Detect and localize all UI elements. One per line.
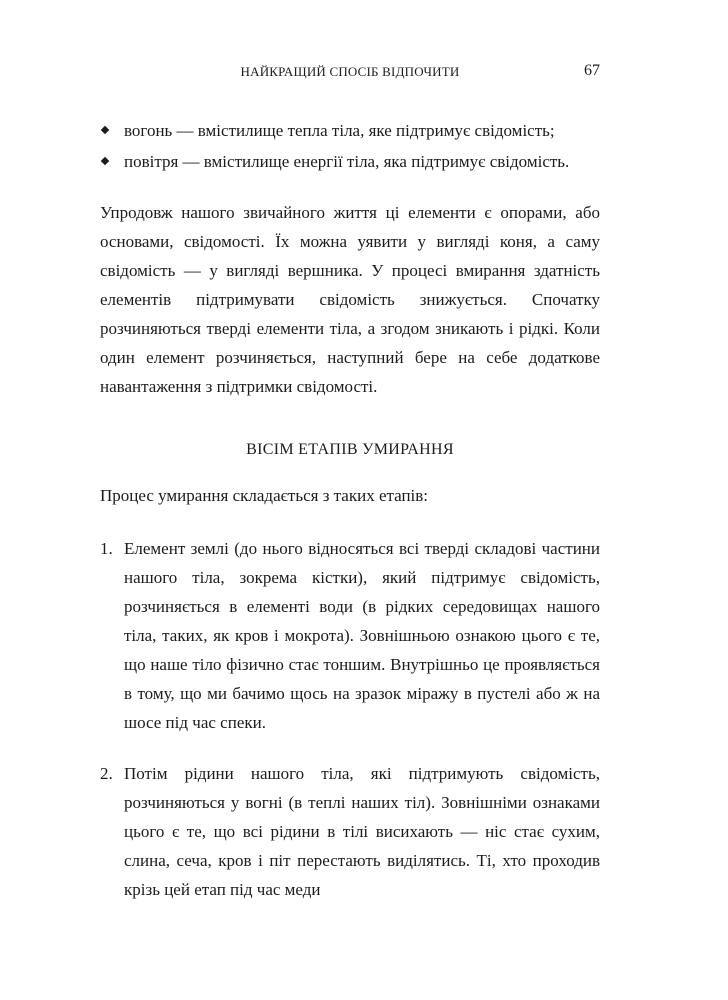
bullet-text: повітря — вмістилище енергії тіла, яка підтримує свідомість.: [124, 152, 570, 171]
list-item-text: Елемент землі (до нього відносяться всі тверді складові частини нашого тіла, зокрема кістки), який підтримує свідомість, розчиняється в елементі води (в рідких середовищах нашого тіла, таких, як кров і мокрота). Зовнішньою ознакою цього є те, що наше тіло фізично стає тоншим. Внутрішньо це проявляється в тому, що ми бачимо щось на зразок міражу в пустелі або ж на шосе під час спеки.: [124, 539, 600, 732]
section-heading: ВІСІМ ЕТАПІВ УМИРАННЯ: [246, 441, 454, 458]
list-item: [100, 534, 600, 737]
intro-paragraph: Процес умирання складається з таких етапів:: [100, 486, 429, 505]
diamond-bullet-icon: [101, 157, 109, 165]
running-title: НАЙКРАЩИЙ СПОСІБ ВІДПОЧИТИ: [240, 64, 460, 79]
list-number: 1.: [100, 539, 113, 558]
running-header: [100, 60, 600, 96]
list-item: [100, 147, 600, 176]
diamond-bullet-icon: [101, 126, 109, 134]
list-number: 2.: [100, 764, 113, 783]
numbered-list: [100, 534, 600, 904]
page-number: 67: [584, 62, 600, 79]
list-item: [100, 759, 600, 904]
book-page: [100, 60, 600, 926]
list-item-text: Потім рідини нашого тіла, які підтримують свідомість, розчиняються у вогні (в теплі наших тіл). Зовнішніми ознаками цього є те, що всі рідини в тілі висихають — ніс стає сухим, слина, сеча, кров і піт перестають виділятись. Ті, хто проходив крізь цей етап під час меди: [124, 764, 600, 899]
list-item: [100, 116, 600, 145]
body-paragraph: Упродовж нашого звичайного життя ці елементи є опорами, або основами, свідомості. Їх можна уявити у вигляді коня, а саму свідомість — у вигляді вершника. У процесі вмирання здатність елементів підтримувати свідомість знижується. Спочатку розчиняються тверді елементи тіла, а згодом зникають і рідкі. Коли один елемент розчиняється, наступний бере на себе додаткове навантаження з підтримки свідомості.: [100, 203, 600, 396]
bullet-text: вогонь — вмістилище тепла тіла, яке підтримує свідомість;: [124, 121, 555, 140]
bullet-list: [100, 116, 600, 176]
